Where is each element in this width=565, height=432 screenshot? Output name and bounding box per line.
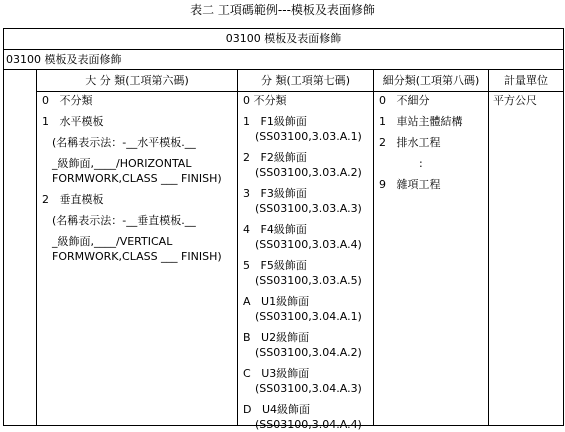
list-item: 9 雜項工程 xyxy=(379,178,441,191)
list-item: 3 F3級飾面 xyxy=(243,187,307,200)
naming-note: (名稱表示法：-__水平模板.__ _級飾面,____/HORIZONTAL FORMWORK,CLASS ___ FINISH) xyxy=(52,136,222,185)
header-divider xyxy=(36,91,563,92)
list-item: 1 車站主體結構 xyxy=(379,115,463,128)
ellipsis: : xyxy=(419,157,423,170)
table-banner: 03100 模板及表面修飾 xyxy=(4,29,563,50)
list-item: 4 F4級飾面 xyxy=(243,223,307,236)
minor-column: 0 不分類 1 F1級飾面 (SS03100,3.03.A.1) 2 F2級飾面 (SS03100,3.03.A.2) 3 F3級飾面 (SS03100,3.03.A.3) 4 F4級飾面 (SS03100,3.03.A.4) 5 F5級飾面 (SS03100,3.03.A.5) A U1級飾面 (SS03100,3.04.A.1) B U2級飾面 (SS03100,3.04.A.2) C U3級飾面 (SS03100,3.04.A.3) D U4級飾面 (SS03100,3.04.A.4) xyxy=(243,93,371,432)
unit-value: 平方公尺 xyxy=(493,94,537,107)
list-item: 0 不分類 xyxy=(243,94,287,107)
column-divider xyxy=(36,70,37,425)
list-item: 0 不細分 xyxy=(379,94,430,107)
list-item: D U4級飾面 xyxy=(243,403,311,416)
naming-note: (名稱表示法：-__垂直模板.__ _級飾面,____/VERTICAL FORMWORK,CLASS ___ FINISH) xyxy=(52,214,222,263)
list-item: 0 不分類 xyxy=(42,94,93,107)
section-title: 03100 模板及表面修飾 xyxy=(4,50,563,70)
list-item: 5 F5級飾面 xyxy=(243,259,307,272)
header-major: 大 分 類(工項第六碼) xyxy=(85,74,189,87)
header-minor: 分 類(工項第七碼) xyxy=(260,74,351,87)
header-unit: 計量單位 xyxy=(504,74,548,87)
column-divider xyxy=(373,70,374,425)
list-item: 1 水平模板 xyxy=(42,115,104,128)
list-item: C U3級飾面 xyxy=(243,367,310,380)
code-table xyxy=(3,28,564,431)
sub-column xyxy=(379,93,487,192)
list-item: 2 排水工程 xyxy=(379,136,441,149)
table-caption: 表二 工項碼範例---模板及表面修飾 xyxy=(190,3,375,17)
unit-column xyxy=(493,93,561,108)
list-item: B U2級飾面 xyxy=(243,331,310,344)
list-item: A U1級飾面 xyxy=(243,295,310,308)
column-divider xyxy=(237,70,238,425)
column-divider xyxy=(488,70,489,425)
list-item: 1 F1級飾面 xyxy=(243,115,307,128)
header-sub: 細分類(工項第八碼) xyxy=(382,74,480,87)
list-item: 2 F2級飾面 xyxy=(243,151,307,164)
list-item: 2 垂直模板 xyxy=(42,193,104,206)
major-column xyxy=(42,93,236,264)
